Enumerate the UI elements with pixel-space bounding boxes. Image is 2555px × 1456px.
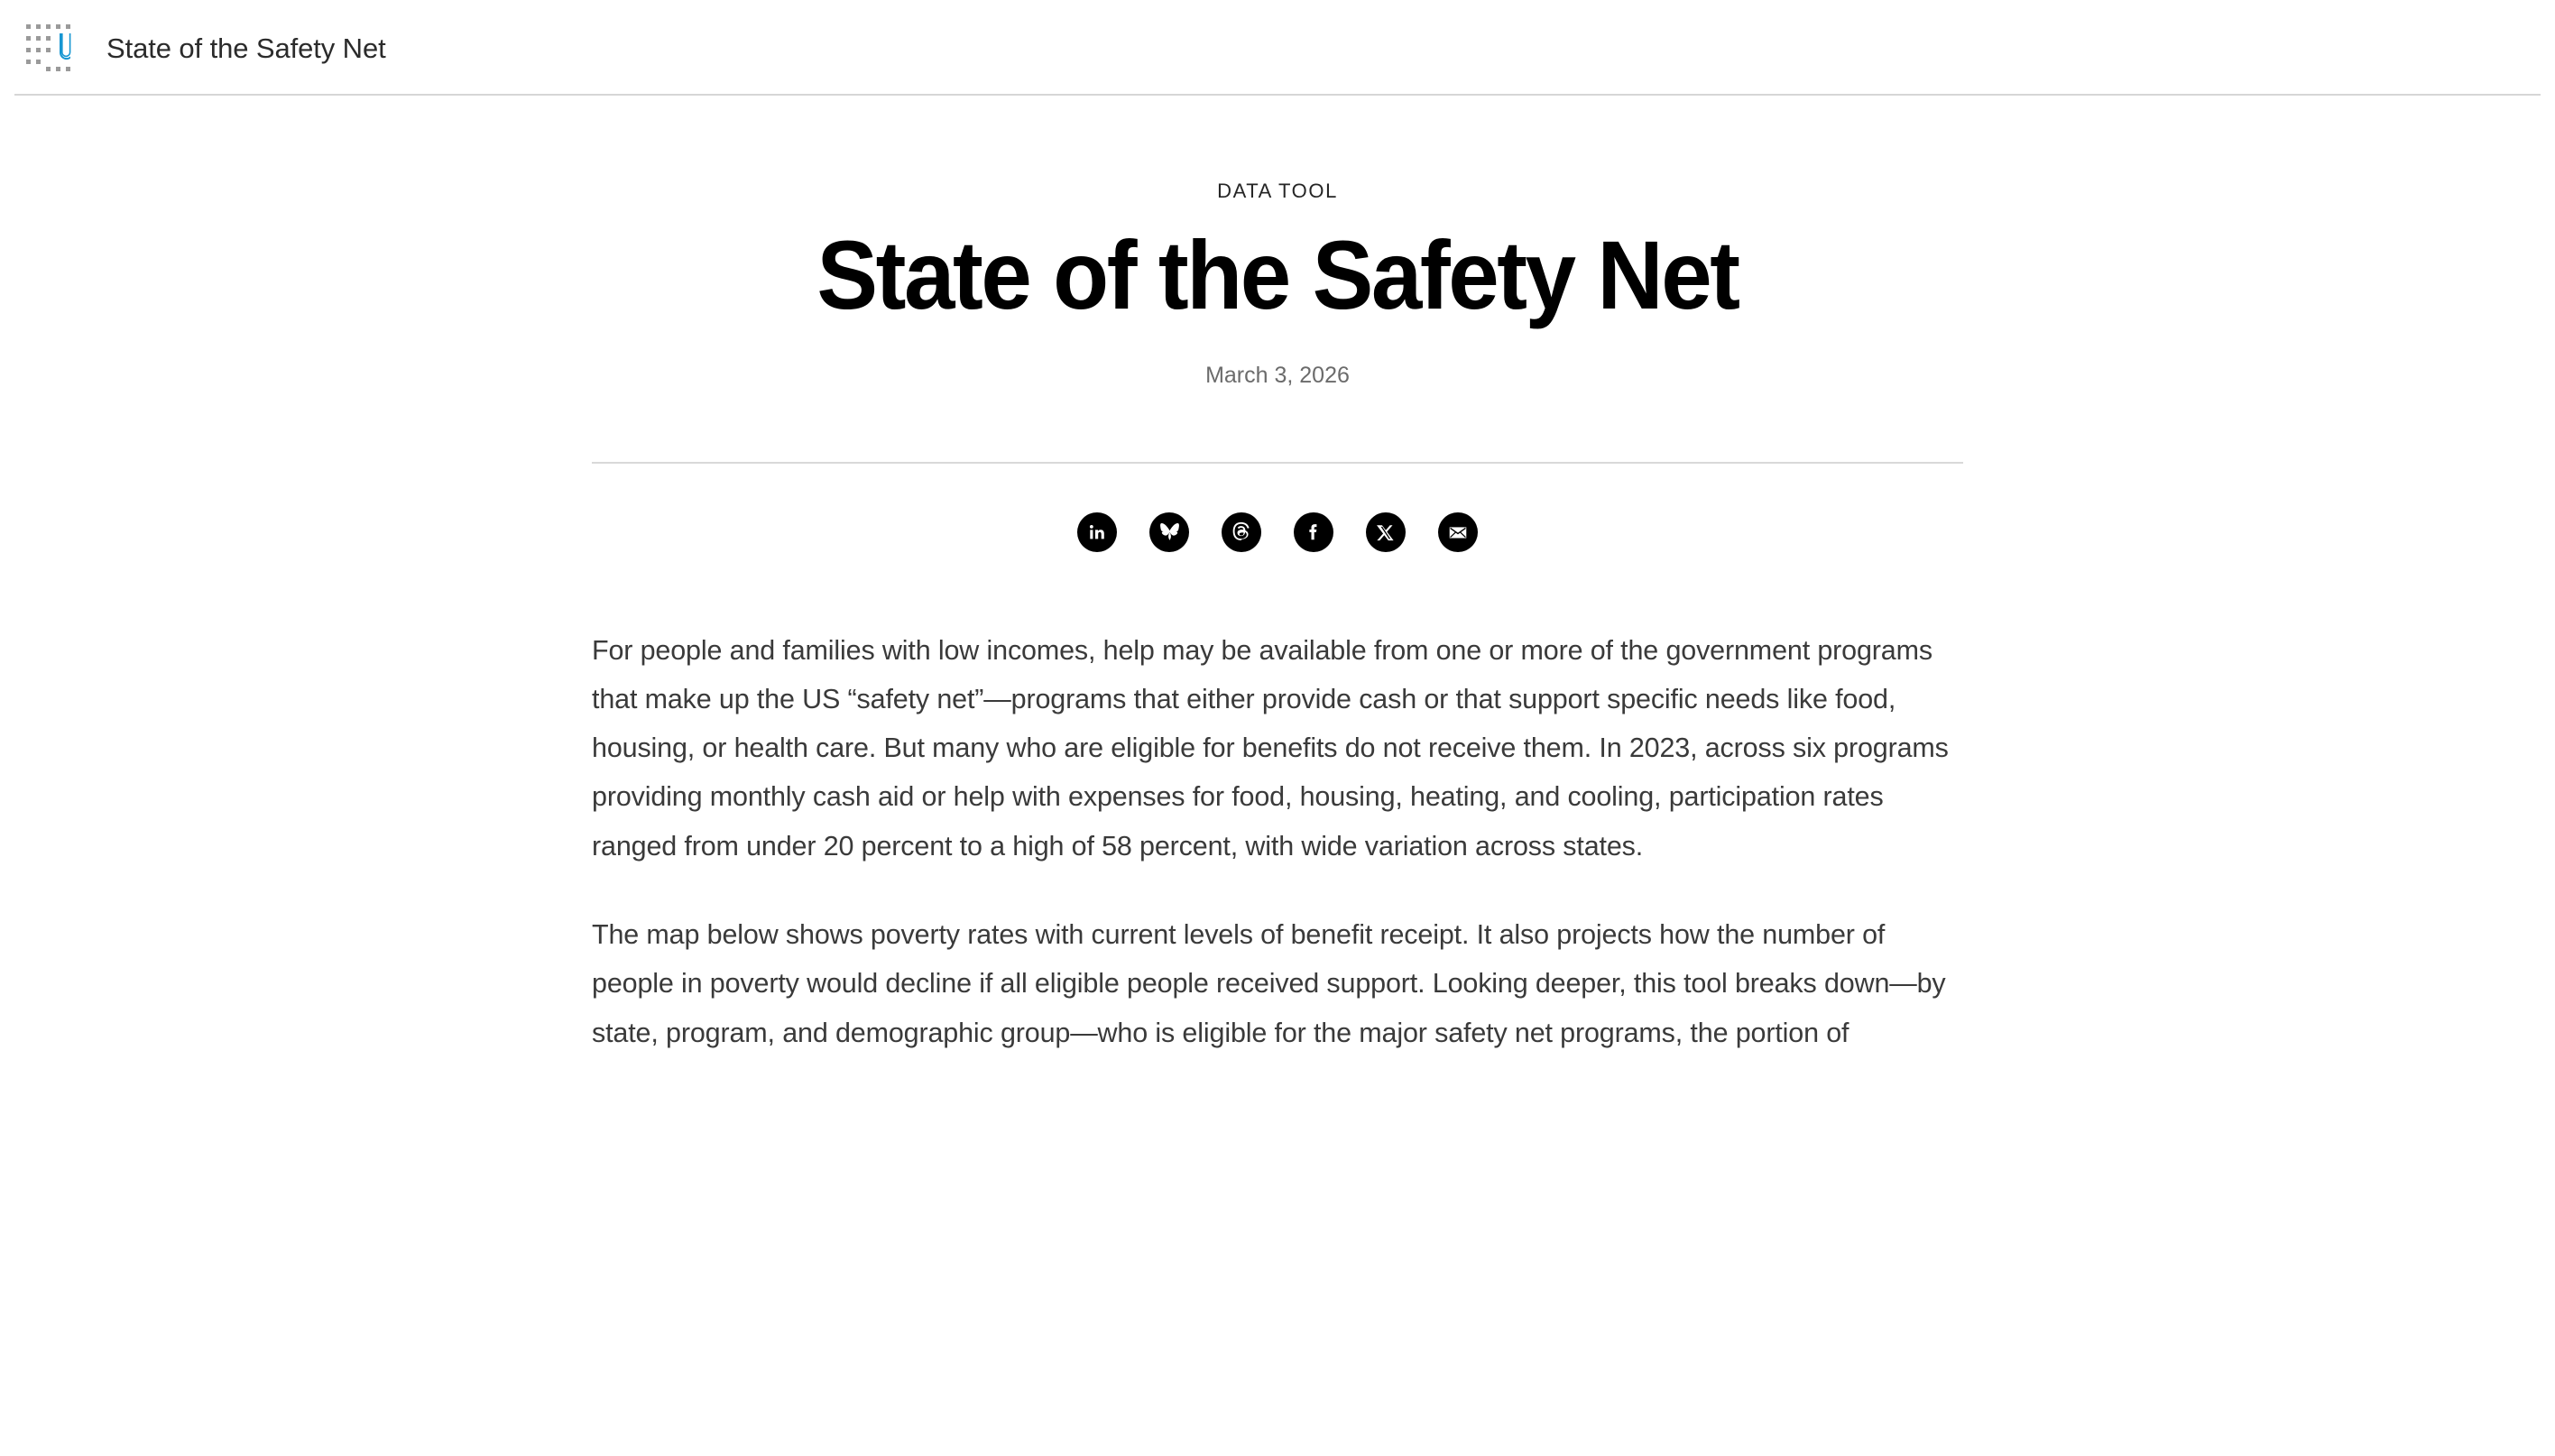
share-email-button[interactable] xyxy=(1438,512,1478,552)
body-paragraph: For people and families with low incomes, help may be available from one or more of the government programs that make up the US “safety net”—programs that either provide cash or that support specific needs like food, housing, or health care. But many who are eligible for benefits do not receive them. In 2023, across six programs providing monthly cash aid or help with expenses for food, housing, heating, and cooling, participation rates ranged from under 20 percent to a high of 58 percent, with wide variation across states. xyxy=(592,634,1949,862)
body-paragraph: The map below shows poverty rates with current levels of benefit receipt. It also projects how the number of people in poverty would decline if all eligible people received support. Looking deeper, this tool breaks down—by state, program, and demographic group—who is eligible for the major safety net programs, the portion of xyxy=(592,919,1946,1048)
article xyxy=(592,96,1963,1057)
article-body xyxy=(592,626,1963,1057)
envelope-icon xyxy=(1446,521,1470,544)
threads-icon xyxy=(1231,521,1252,543)
share-toolbar xyxy=(592,512,1963,552)
linkedin-icon xyxy=(1086,521,1108,543)
share-bluesky-button[interactable] xyxy=(1149,512,1189,552)
article-eyebrow: DATA TOOL xyxy=(1217,180,1338,202)
facebook-icon xyxy=(1303,521,1324,543)
divider xyxy=(592,462,1963,464)
share-x-button[interactable] xyxy=(1366,512,1406,552)
share-threads-button[interactable] xyxy=(1222,512,1261,552)
share-facebook-button[interactable] xyxy=(1294,512,1333,552)
urban-institute-u-logo-icon xyxy=(25,23,72,73)
publication-date: March 3, 2026 xyxy=(1205,362,1350,388)
page-title: State of the Safety Net xyxy=(816,220,1739,329)
share-linkedin-button[interactable] xyxy=(1077,512,1117,552)
x-twitter-icon xyxy=(1376,522,1396,542)
brand-link[interactable] xyxy=(25,23,386,73)
bluesky-butterfly-icon xyxy=(1158,521,1181,543)
site-header xyxy=(0,0,2555,96)
site-title: State of the Safety Net xyxy=(106,32,386,64)
